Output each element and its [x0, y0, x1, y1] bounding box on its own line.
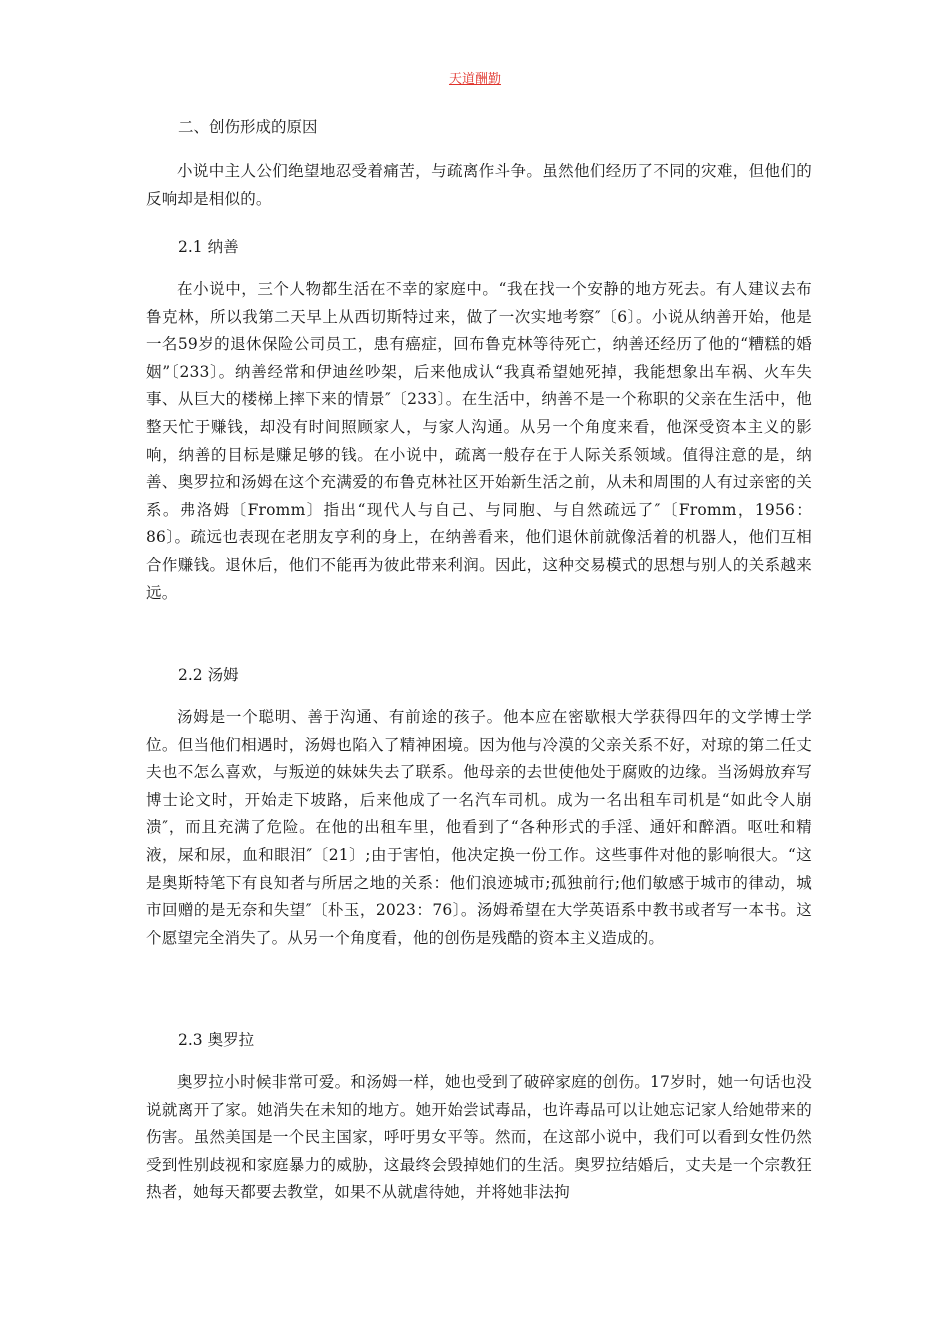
- subsection-heading: 2.1 纳善: [178, 238, 239, 256]
- subsection-heading: 2.2 汤姆: [178, 666, 239, 684]
- paragraph: 奥罗拉小时候非常可爱。和汤姆一样，她也受到了破碎家庭的创伤。17岁时，她一句话也没说就离开了家。她消失在未知的地方。她开始尝试毒品，也许毒品可以让她忘记家人给她带来的伤害。虽然美国是一个民主国家，呼吁男女平等。然而，在这部小说中，我们可以看到女性仍然受到性别歧视和家庭暴力的威胁，这最终会毁掉她们的生活。奥罗拉结婚后，丈夫是一个宗教狂热者，她每天都要去教堂，如果不从就虐待她，并将她非法拘: [146, 1073, 812, 1202]
- paragraph: 在小说中，三个人物都生活在不幸的家庭中。“我在找一个安静的地方死去。有人建议去布鲁克林，所以我第二天早上从西切斯特过来，做了一次实地考察″〔6〕。小说从纳善开始，他是一名59岁的退休保险公司员工，患有癌症，回布鲁克林等待死亡，纳善还经历了他的“糟糕的婚姻”〔233〕。纳善经常和伊迪丝吵架，后来他成认“我真希望她死掉，我能想象出车祸、火车失事、从巨大的楼梯上摔下来的情景″〔233〕。在生活中，纳善不是一个称职的父亲在生活中，他整天忙于赚钱，却没有时间照顾家人，与家人沟通。从另一个角度来看，他深受资本主义的影响，纳善的目标是赚足够的钱。在小说中，疏离一般存在于人际关系领域。值得注意的是，纳善、奥罗拉和汤姆在这个充满爱的布鲁克林社区开始新生活之前，从未和周围的人有过亲密的关系。弗洛姆〔Fromm〕指出“现代人与自己、与同胞、与自然疏远了″〔Fromm，1956：86〕。疏远也表现在老朋友亨利的身上，在纳善看来，他们退休前就像活着的机器人，他们互相合作赚钱。退休后，他们不能再为彼此带来利润。因此，这种交易模式的思想与别人的关系越来远。: [146, 280, 812, 602]
- section-heading: 二、创伤形成的原因: [178, 118, 318, 136]
- page-header-link[interactable]: 天道酬勤: [448, 72, 501, 87]
- subsection-heading: 2.3 奥罗拉: [178, 1031, 255, 1049]
- paragraph: 小说中主人公们绝望地忍受着痛苦，与疏离作斗争。虽然他们经历了不同的灾难，但他们的反响却是相似的。: [146, 162, 812, 208]
- paragraph: 汤姆是一个聪明、善于沟通、有前途的孩子。他本应在密歇根大学获得四年的文学博士学位。但当他们相遇时，汤姆也陷入了精神困境。因为他与冷漠的父亲关系不好，对琼的第二任丈夫也不怎么喜欢，与叛逆的妹妹失去了联系。他母亲的去世使他处于腐败的边缘。当汤姆放弃写博士论文时，开始走下坡路，后来他成了一名汽车司机。成为一名出租车司机是“如此令人崩溃″，而且充满了危险。在他的出租车里，他看到了“各种形式的手淫、通奸和醉酒。呕吐和精液，屎和尿，血和眼泪″〔21〕;由于害怕，他决定换一份工作。这些事件对他的影响很大。“这是奥斯特笔下有良知者与所居之地的关系：他们浪迹城市;孤独前行;他们敏感于城市的律动，城市回赠的是无奈和失望″〔朴玉，2023：76〕。汤姆希望在大学英语系中教书或者写一本书。这个愿望完全消失了。从另一个角度看，他的创伤是残酷的资本主义造成的。: [146, 708, 812, 947]
